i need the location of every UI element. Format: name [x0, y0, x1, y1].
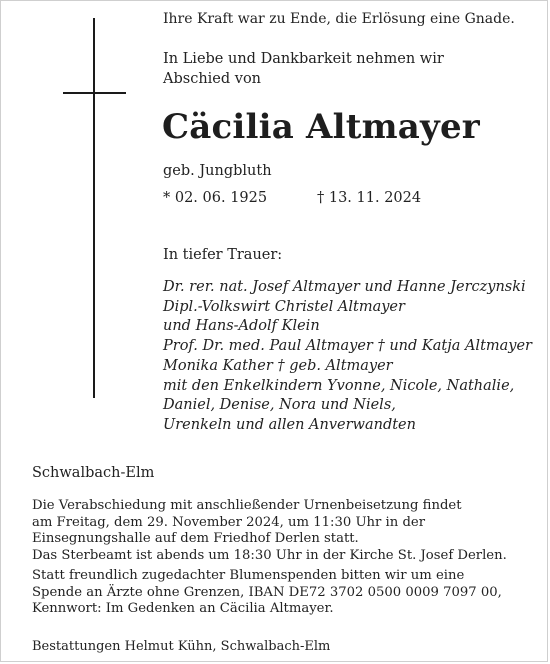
details-line: Einsegnungshalle auf dem Friedhof Derlen statt. [32, 531, 359, 546]
details-line: Die Verabschiedung mit anschließender Urnenbeisetzung findet [32, 498, 462, 513]
mourning-heading: In tiefer Trauer: [163, 247, 283, 263]
mourner-line: Dr. rer. nat. Josef Altmayer und Hanne Jerczynski [163, 279, 526, 295]
mourner-line: Monika Kather † geb. Altmayer [163, 357, 393, 374]
mourner-line: Daniel, Denise, Nora und Niels, [163, 397, 396, 414]
mourners-list [163, 278, 532, 436]
intro-line-2: Abschied von [163, 71, 262, 87]
mourner-line: und Hans-Adolf Klein [163, 318, 320, 335]
birth-date: * 02. 06. 1925 [163, 190, 268, 206]
deceased-name: Cäcilia Altmayer [162, 107, 480, 147]
mourner-line: Urenkeln und allen Anverwandten [163, 416, 416, 433]
details-line: Das Sterbeamt ist abends um 18:30 Uhr in der Kirche St. Josef Derlen. [32, 547, 507, 563]
mourner-line: Dipl.-Volkswirt Christel Altmayer [163, 298, 405, 315]
funeral-details [32, 498, 507, 618]
mourner-line: Prof. Dr. med. Paul Altmayer † und Katja Altmayer [163, 338, 532, 355]
mourner-line: mit den Enkelkindern Yvonne, Nicole, Nathalie, [163, 377, 515, 394]
details-line: Statt freundlich zugedachter Blumenspenden bitten wir um eine [32, 568, 465, 583]
details-line: Spende an Ärzte ohne Grenzen, IBAN DE72 3702 0500 0009 7097 00, [32, 584, 502, 600]
intro-line-1: In Liebe und Dankbarkeit nehmen wir [163, 51, 444, 67]
maiden-name: geb. Jungbluth [163, 163, 272, 179]
undertaker: Bestattungen Helmut Kühn, Schwalbach-Elm [32, 639, 331, 654]
details-line: am Freitag, dem 29. November 2024, um 11:30 Uhr in der [32, 514, 425, 530]
place: Schwalbach-Elm [32, 465, 155, 481]
details-line: Kennwort: Im Gedenken an Cäcilia Altmayer. [32, 601, 334, 616]
death-date: † 13. 11. 2024 [317, 190, 422, 206]
motto: Ihre Kraft war zu Ende, die Erlösung eine Gnade. [163, 11, 515, 27]
